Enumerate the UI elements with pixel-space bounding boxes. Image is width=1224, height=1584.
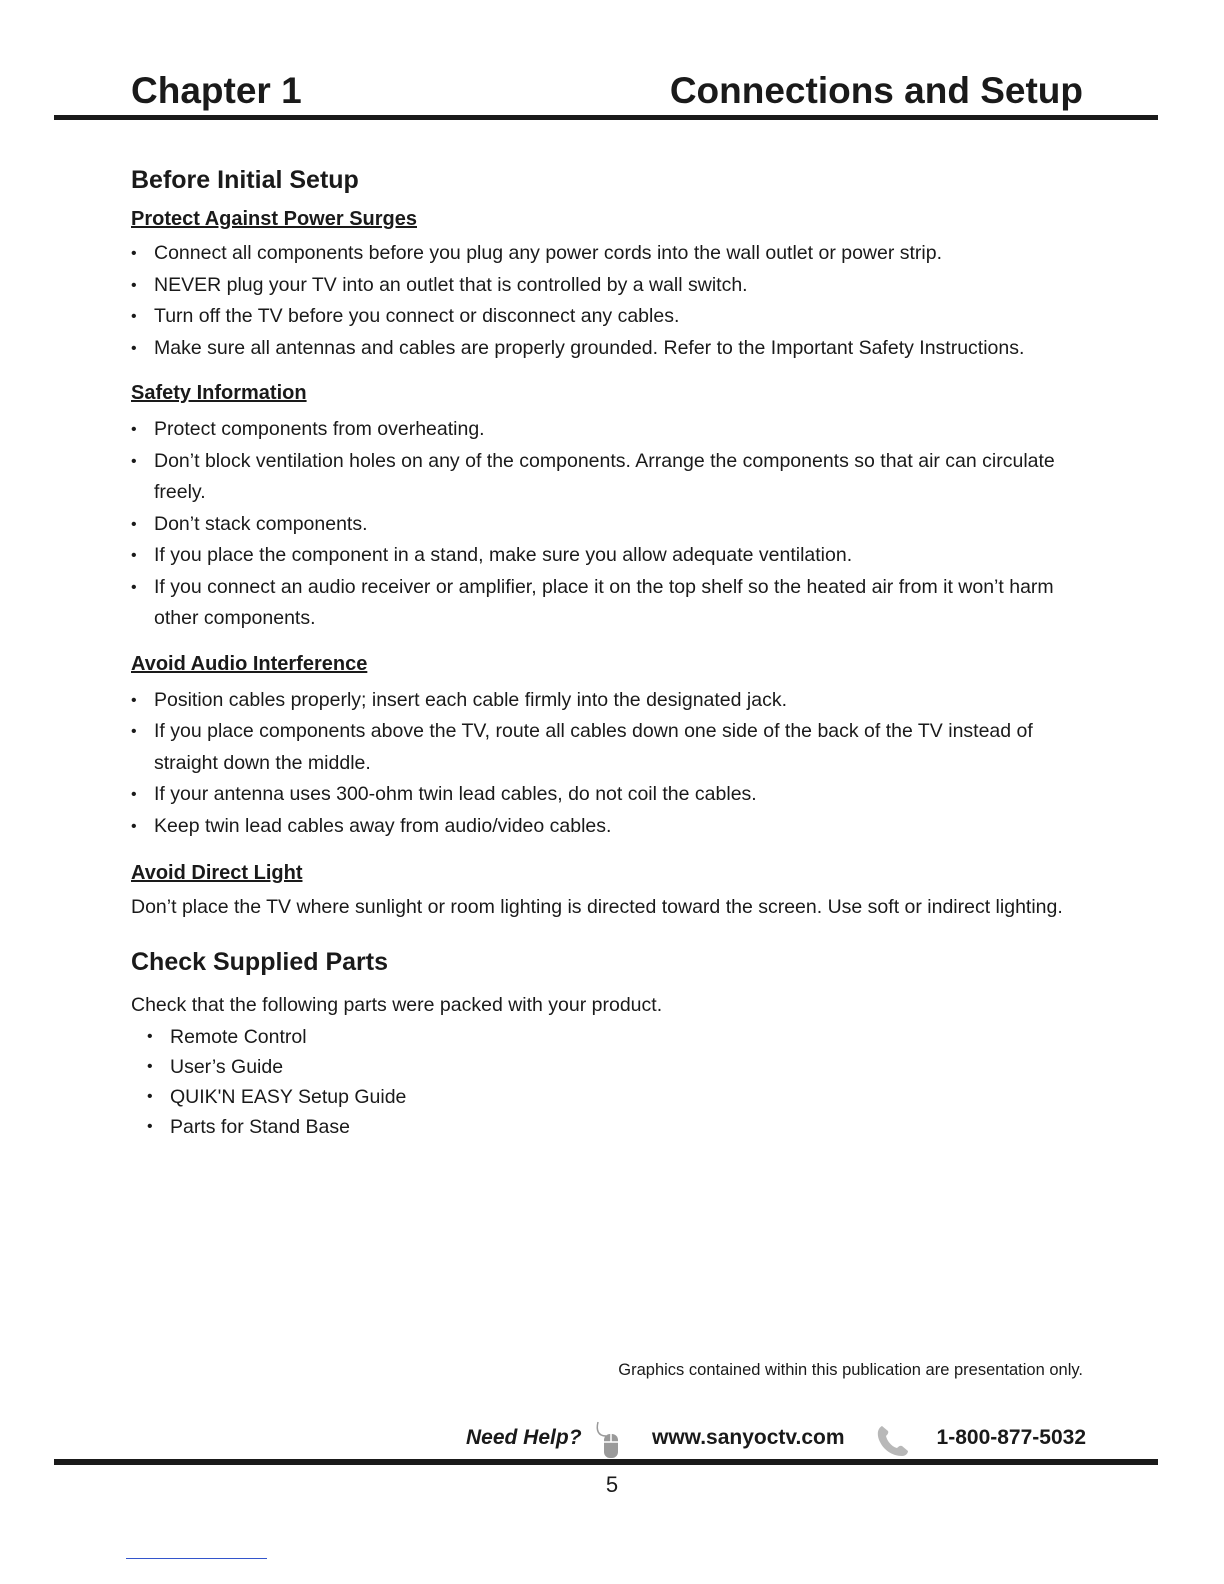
list-item: • Parts for Stand Base [147,1112,1091,1142]
section-title-before-initial-setup: Before Initial Setup [131,166,359,194]
phone-number: 1-800-877-5032 [936,1426,1086,1449]
website-link[interactable]: www.sanyoctv.com [652,1426,845,1449]
graphics-disclaimer: Graphics contained within this publication are presentation only. [618,1361,1083,1379]
page-number: 5 [605,1472,619,1497]
list-item: • Don’t block ventilation holes on any of the components. Arrange the components so that air can circulate freely. [131,446,1091,509]
subheading-avoid-direct-light: Avoid Direct Light [131,862,303,884]
direct-light-paragraph: Don’t place the TV where sunlight or room lighting is directed toward the screen. Use soft or indirect lighting. [131,896,1063,918]
supplied-parts-list [147,1022,1091,1142]
protect-list [131,238,1091,364]
safety-list [131,414,1091,635]
help-row [466,1420,1086,1460]
supplied-parts-intro: Check that the following parts were packed with your product. [131,994,663,1016]
list-item: • NEVER plug your TV into an outlet that is controlled by a wall switch. [131,270,1091,302]
list-item: • Don’t stack components. [131,509,1091,541]
list-item: • Protect components from overheating. [131,414,1091,446]
list-item: • QUIK'N EASY Setup Guide [147,1082,1091,1112]
list-item: • If you connect an audio receiver or amplifier, place it on the top shelf so the heated air from it won’t harm other components. [131,572,1091,635]
list-item: • If you place components above the TV, route all cables down one side of the back of the TV instead of straight down the middle. [131,716,1091,779]
footer-divider [54,1459,1158,1465]
list-item: • Connect all components before you plug any power cords into the wall outlet or power strip. [131,238,1091,270]
list-item: • User’s Guide [147,1052,1091,1082]
footnote-line [126,1558,267,1559]
chapter-label: Chapter 1 [131,70,302,111]
audio-list [131,685,1091,843]
list-item: • Turn off the TV before you connect or disconnect any cables. [131,301,1091,333]
list-item: • Make sure all antennas and cables are properly grounded. Refer to the Important Safety Instructions. [131,333,1091,365]
need-help-label: Need Help? [466,1426,582,1449]
chapter-title: Connections and Setup [669,70,1083,111]
subheading-safety-information: Safety Information [131,382,307,404]
subheading-protect-power-surges: Protect Against Power Surges [131,208,417,230]
list-item: • Keep twin lead cables away from audio/video cables. [131,811,1091,843]
list-item: • Remote Control [147,1022,1091,1052]
section-title-check-supplied-parts: Check Supplied Parts [131,948,389,976]
list-item: • If your antenna uses 300-ohm twin lead cables, do not coil the cables. [131,779,1091,811]
subheading-avoid-audio-interference: Avoid Audio Interference [131,652,368,675]
phone-icon [872,1420,916,1460]
mouse-icon [594,1420,624,1460]
list-item: • If you place the component in a stand, make sure you allow adequate ventilation. [131,540,1091,572]
header-divider [54,115,1158,120]
page-content [131,162,1091,1142]
list-item: • Position cables properly; insert each cable firmly into the designated jack. [131,685,1091,717]
